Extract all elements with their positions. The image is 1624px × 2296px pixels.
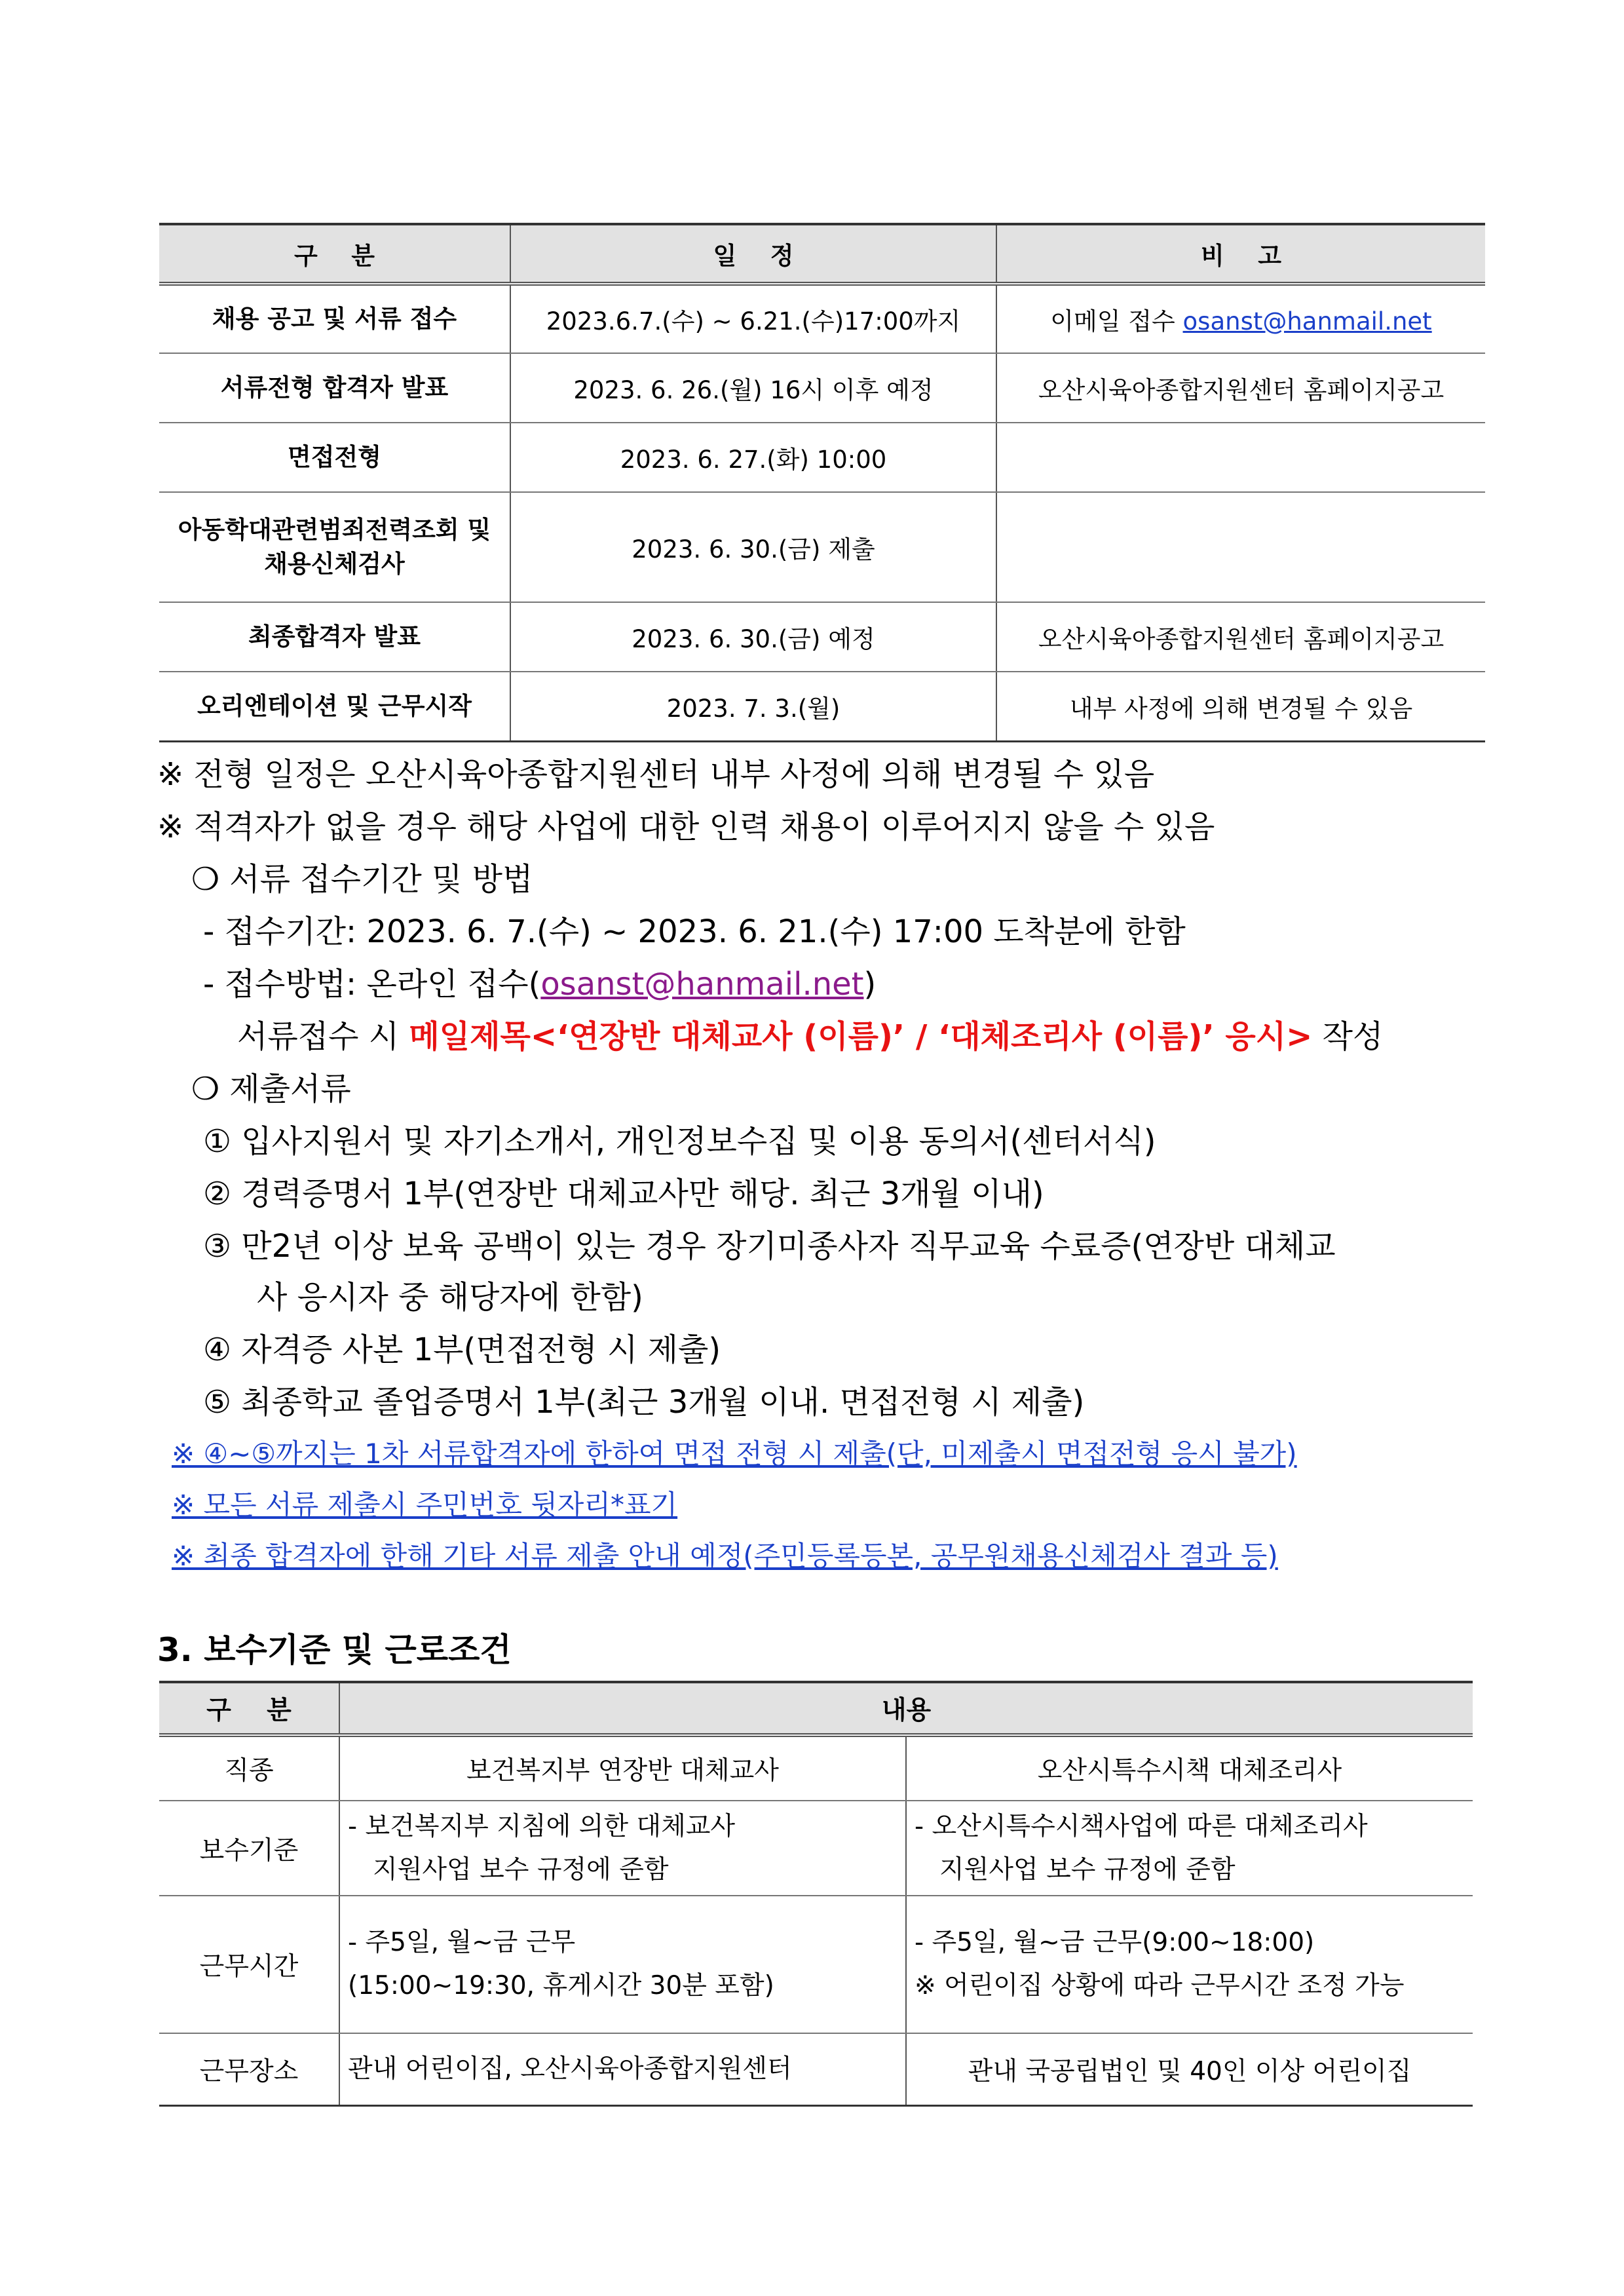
cell-line: (15:00~19:30, 휴게시간 30분 포함) — [348, 1971, 774, 2000]
subject-format: 메일제목<‘연장반 대체교사 (이름)’ / ‘대체조리사 (이름)’ 응시> — [409, 1018, 1313, 1055]
document-item: ② 경력증명서 1부(연장반 대체교사만 해당. 최근 3개월 이내) — [203, 1176, 1044, 1212]
document-item: ① 입사지원서 및 자기소개서, 개인정보수집 및 이용 동의서(센터서식) — [203, 1123, 1156, 1160]
cell-line: - 오산시특수시책사업에 따른 대체조리사 — [915, 1811, 1368, 1841]
cell-substitute-cook: 관내 국공립법인 및 40인 이상 어린이집 — [906, 2033, 1473, 2105]
documents-note: ※ 모든 서류 제출시 주민번호 뒷자리*표기 — [172, 1489, 678, 1521]
cell-substitute-teacher — [339, 1896, 906, 2033]
notice-no-hire: ※ 적격자가 없을 경우 해당 사업에 대한 인력 채용이 이루어지지 않을 수 있음 — [157, 809, 1215, 845]
document-item-continued: 사 응시자 중 해당자에 한함) — [257, 1279, 643, 1316]
cell-line: ※ 어린이집 상황에 따라 근무시간 조정 가능 — [915, 1971, 1405, 2000]
cell-substitute-teacher: 관내 어린이집, 오산시육아종합지원센터 — [339, 2033, 906, 2105]
row-note — [996, 284, 1485, 353]
email-link[interactable]: osanst@hanmail.net — [540, 966, 864, 1003]
row-date: 2023. 6. 30.(금) 예정 — [510, 602, 996, 672]
subject-suffix: 작성 — [1312, 1018, 1384, 1055]
subject-prefix: 서류접수 시 — [237, 1018, 409, 1055]
submission-method — [203, 965, 876, 1004]
table-row — [159, 1896, 1473, 2033]
table-row — [159, 353, 1485, 423]
table-row — [159, 423, 1485, 492]
table-row — [159, 602, 1485, 672]
row-date: 2023. 6. 27.(화) 10:00 — [510, 423, 996, 492]
row-date: 2023. 6. 30.(금) 제출 — [510, 492, 996, 602]
table-row — [159, 1801, 1473, 1896]
cell-line: 지원사업 보수 규정에 준함 — [373, 1854, 669, 1885]
row-label: 면접전형 — [159, 423, 510, 492]
row-note: 내부 사정에 의해 변경될 수 있음 — [996, 672, 1485, 741]
notice-schedule-change: ※ 전형 일정은 오산시육아종합지원센터 내부 사정에 의해 변경될 수 있음 — [157, 756, 1155, 793]
row-label: 근무장소 — [159, 2033, 339, 2105]
row-label: 직종 — [159, 1735, 339, 1801]
table-row — [159, 492, 1485, 602]
document-item: ③ 만2년 이상 보육 공백이 있는 경우 장기미종사자 직무교육 수료증(연장반 대체교 — [203, 1228, 1336, 1265]
submission-subject — [237, 1017, 1383, 1056]
table-row — [159, 672, 1485, 741]
row-label: 서류전형 합격자 발표 — [159, 353, 510, 423]
section-heading: 3. 보수기준 및 근로조건 — [157, 1631, 512, 1669]
row-note: 오산시육아종합지원센터 홈페이지공고 — [996, 602, 1485, 672]
cell-substitute-cook — [906, 1801, 1473, 1896]
documents-note: ※ ④~⑤까지는 1차 서류합격자에 한하여 면접 전형 시 제출(단, 미제출시 면접전형 응시 불가) — [172, 1438, 1297, 1470]
row-note — [996, 492, 1485, 602]
documents-note: ※ 최종 합격자에 한해 기타 서류 제출 안내 예정(주민등록등본, 공무원채용신체검사 결과 등) — [172, 1540, 1278, 1572]
header-content: 내용 — [339, 1682, 1473, 1735]
cell-line: - 보건복지부 지침에 의한 대체교사 — [348, 1811, 736, 1841]
submission-period: - 접수기간: 2023. 6. 7.(수) ~ 2023. 6. 21.(수) 17:00 도착분에 한함 — [203, 913, 1186, 950]
row-label-line: 아동학대관련범죄전력조회 및 — [178, 516, 491, 544]
row-date: 2023. 7. 3.(월) — [510, 672, 996, 741]
cell-substitute-teacher — [339, 1801, 906, 1896]
row-label — [159, 492, 510, 602]
row-label: 근무시간 — [159, 1896, 339, 2033]
header-remarks: 비 고 — [996, 224, 1485, 284]
documents-title: ❍ 제출서류 — [191, 1071, 351, 1107]
table-row — [159, 1735, 1473, 1801]
row-label: 오리엔테이션 및 근무시작 — [159, 672, 510, 741]
header-category: 구 분 — [159, 224, 510, 284]
cell-line: 지원사업 보수 규정에 준함 — [939, 1854, 1236, 1885]
table-row — [159, 2033, 1473, 2105]
salary-conditions-table — [159, 1681, 1473, 2107]
row-label: 보수기준 — [159, 1801, 339, 1896]
submission-title: ❍ 서류 접수기간 및 방법 — [191, 861, 533, 898]
cell-substitute-cook — [906, 1896, 1473, 2033]
schedule-table-header — [159, 224, 1485, 284]
header-category: 구 분 — [159, 1682, 339, 1735]
cell-line: - 주5일, 월~금 근무 — [348, 1928, 576, 1957]
row-date: 2023.6.7.(수) ~ 6.21.(수)17:00까지 — [510, 284, 996, 353]
row-date: 2023. 6. 26.(월) 16시 이후 예정 — [510, 353, 996, 423]
table-row — [159, 284, 1485, 353]
cell-substitute-teacher: 보건복지부 연장반 대체교사 — [339, 1735, 906, 1801]
cell-substitute-cook: 오산시특수시책 대체조리사 — [906, 1735, 1473, 1801]
schedule-table — [159, 223, 1485, 742]
row-note — [996, 423, 1485, 492]
row-label: 채용 공고 및 서류 접수 — [159, 284, 510, 353]
row-note: 오산시육아종합지원센터 홈페이지공고 — [996, 353, 1485, 423]
row-label: 최종합격자 발표 — [159, 602, 510, 672]
note-text: 이메일 접수 — [1050, 307, 1183, 335]
document-item: ⑤ 최종학교 졸업증명서 1부(최근 3개월 이내. 면접전형 시 제출) — [203, 1384, 1085, 1421]
salary-table-header — [159, 1682, 1473, 1735]
cell-line: - 주5일, 월~금 근무(9:00~18:00) — [915, 1928, 1315, 1957]
row-label-line: 채용신체검사 — [264, 550, 405, 578]
method-text: - 접수방법: 온라인 접수( — [203, 966, 541, 1003]
header-schedule: 일 정 — [510, 224, 996, 284]
email-link[interactable]: osanst@hanmail.net — [1182, 307, 1432, 335]
method-close: ) — [863, 966, 877, 1003]
document-item: ④ 자격증 사본 1부(면접전형 시 제출) — [203, 1331, 721, 1368]
